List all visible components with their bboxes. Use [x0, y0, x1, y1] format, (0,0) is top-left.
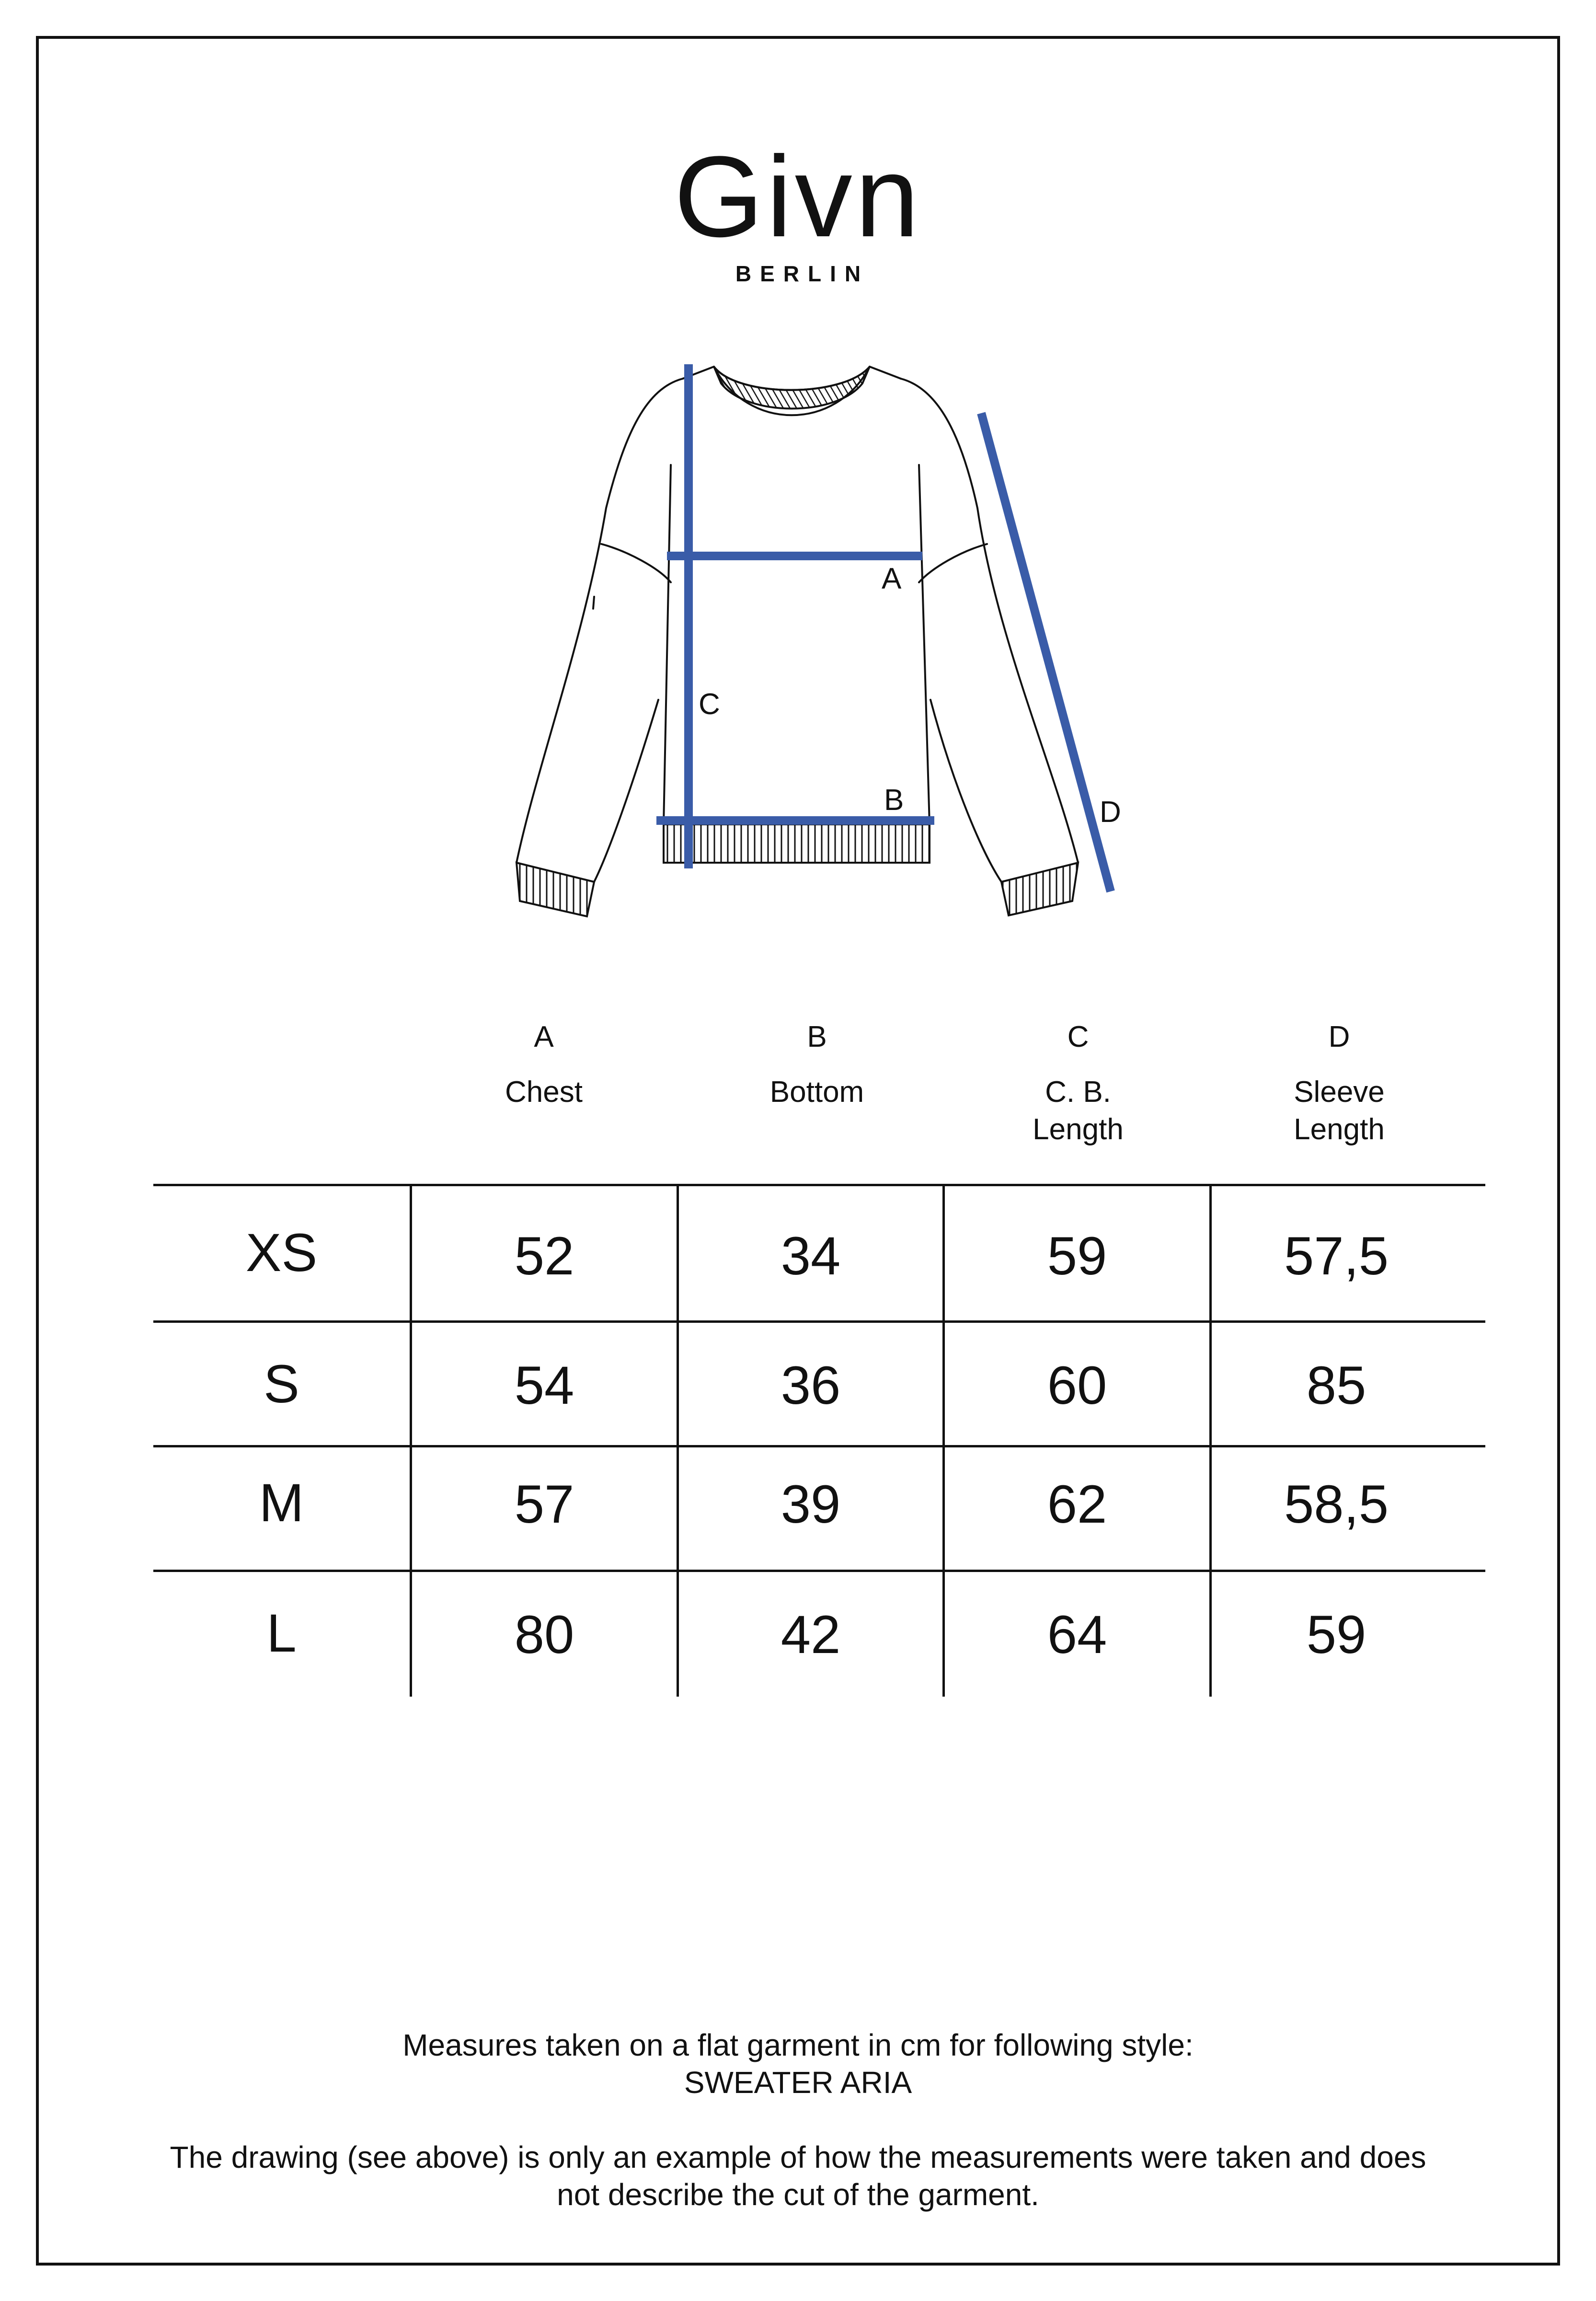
- brand-logo: Givn: [674, 132, 922, 261]
- cell-m-chest: 57: [514, 1474, 574, 1534]
- cell-m-length: 62: [1047, 1474, 1107, 1534]
- cell-s-sleeve: 85: [1306, 1355, 1366, 1415]
- cell-s-chest: 54: [514, 1355, 574, 1415]
- size-xs: XS: [245, 1223, 318, 1283]
- col-c-name: C. B. Length: [1033, 1075, 1124, 1146]
- cell-l-chest: 80: [514, 1605, 574, 1665]
- cell-xs-bottom: 34: [781, 1226, 841, 1286]
- table-rule: [153, 1184, 1485, 1186]
- cell-l-sleeve: 59: [1306, 1605, 1366, 1665]
- note-style: SWEATER ARIA: [684, 2065, 912, 2100]
- col-a-letter: A: [534, 1020, 554, 1053]
- cell-s-length: 60: [1047, 1355, 1107, 1415]
- cell-xs-length: 59: [1047, 1226, 1107, 1286]
- col-c-letter: C: [1067, 1020, 1089, 1053]
- measure-d-line: [981, 413, 1111, 891]
- col-d-name: Sleeve Length: [1294, 1075, 1385, 1146]
- label-a: A: [882, 562, 902, 595]
- size-s: S: [264, 1354, 299, 1414]
- col-d-letter: D: [1328, 1020, 1350, 1053]
- size-m: M: [259, 1473, 304, 1533]
- cell-s-bottom: 36: [781, 1355, 841, 1415]
- sweater-diagram: [0, 0, 1596, 959]
- note-disclaimer-1: The drawing (see above) is only an example of how the measurements were taken and does: [170, 2140, 1426, 2174]
- col-a-name: Chest: [505, 1075, 583, 1109]
- cell-xs-chest: 52: [514, 1226, 574, 1286]
- label-d: D: [1100, 796, 1121, 829]
- cell-m-sleeve: 58,5: [1284, 1474, 1389, 1534]
- cell-xs-sleeve: 57,5: [1284, 1226, 1389, 1286]
- label-b: B: [884, 784, 904, 817]
- col-b-letter: B: [807, 1020, 827, 1053]
- table-rule: [153, 1570, 1485, 1572]
- right-cuff: [1001, 863, 1078, 915]
- label-c: C: [699, 688, 720, 721]
- cell-l-bottom: 42: [781, 1605, 841, 1665]
- size-l: L: [266, 1603, 297, 1663]
- measurement-lines: [656, 364, 1111, 891]
- cell-m-bottom: 39: [781, 1474, 841, 1534]
- table-rule: [153, 1320, 1485, 1323]
- hem-rib: [664, 824, 930, 863]
- note-measures: Measures taken on a flat garment in cm for following style:: [402, 2028, 1194, 2062]
- note-disclaimer-2: not describe the cut of the garment.: [557, 2177, 1039, 2212]
- collar-rib: [714, 367, 870, 409]
- col-b-name: Bottom: [769, 1075, 864, 1109]
- brand-city: BERLIN: [735, 261, 870, 286]
- left-cuff: [517, 863, 594, 916]
- cell-l-length: 64: [1047, 1605, 1107, 1665]
- table-rule: [153, 1445, 1485, 1447]
